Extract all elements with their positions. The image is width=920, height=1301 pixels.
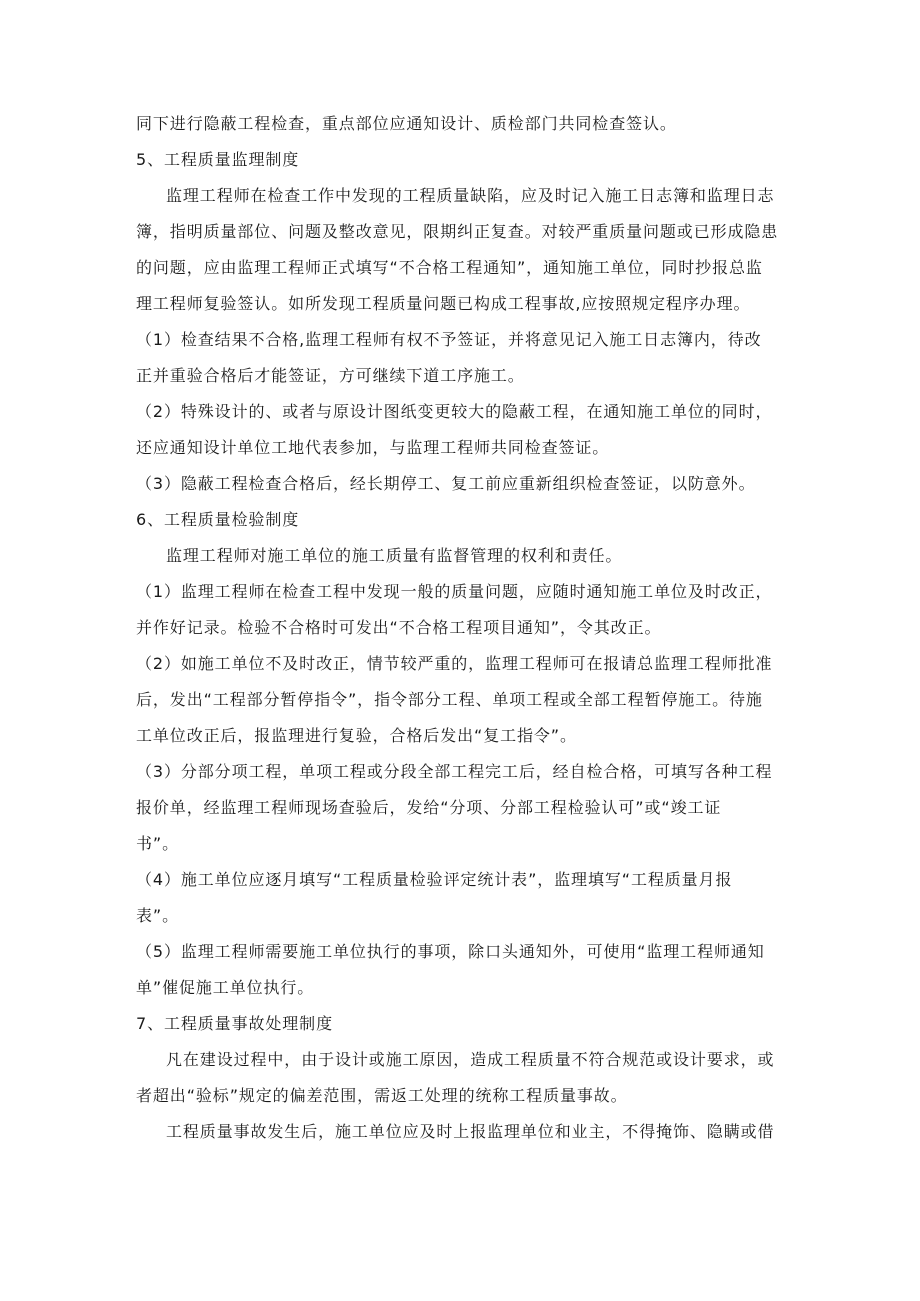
paragraph-line: 者超出“验标”规定的偏差范围，需返工处理的统称工程质量事故。 [136, 1086, 628, 1105]
document-body [136, 112, 786, 1144]
list-item-line: 还应通知设计单位工地代表参加，与监理工程师共同检查签证。 [136, 438, 610, 457]
list-item-line: 后，发出“工程部分暂停指令”，指令部分工程、单项工程或全部工程暂停施工。待施 [136, 690, 763, 709]
list-item-line: 表”。 [136, 906, 179, 925]
paragraph-line: 凡在建设过程中，由于设计或施工原因，造成工程质量不符合规范或设计要求，或 [166, 1050, 775, 1069]
list-item-line: 单”催促施工单位执行。 [136, 978, 315, 997]
list-item-line: 工单位改正后，报监理进行复验，合格后发出“复工指令”。 [136, 726, 577, 745]
paragraph-line: 工程质量事故发生后，施工单位应及时上报监理单位和业主，不得掩饰、隐瞒或借 [166, 1122, 775, 1141]
list-item-line: （5）监理工程师需要施工单位执行的事项，除口头通知外，可使用“监理工程师通知 [136, 942, 765, 961]
list-item-line: （3）分部分项工程，单项工程或分段全部工程完工后，经自检合格，可填写各种工程 [136, 762, 773, 781]
list-item-line: 并作好记录。检验不合格时可发出“不合格工程项目通知”，令其改正。 [136, 618, 662, 637]
list-item-line: 报价单，经监理工程师现场查验后，发给“分项、分部工程检验认可”或“竣工证 [136, 798, 722, 817]
list-item-line: 正并重验合格后才能签证，方可继续下道工序施工。 [136, 366, 525, 385]
paragraph-line: 监理工程师对施工单位的施工质量有监督管理的权利和责任。 [166, 546, 623, 565]
list-item-line: 书”。 [136, 834, 179, 853]
section-heading: 7、工程质量事故处理制度 [136, 1014, 333, 1033]
list-item-line: （3）隐蔽工程检查合格后，经长期停工、复工前应重新组织检查签证，以防意外。 [136, 474, 756, 493]
section-heading: 6、工程质量检验制度 [136, 510, 300, 529]
list-item-line: （2）特殊设计的、或者与原设计图纸变更较大的隐蔽工程，在通知施工单位的同时， [136, 402, 773, 421]
list-item-line: （1）检查结果不合格,监理工程师有权不予签证，并将意见记入施工日志簿内，待改 [136, 330, 762, 349]
section-heading: 5、工程质量监理制度 [136, 150, 300, 169]
paragraph-line: 的问题，应由监理工程师正式填写“不合格工程通知”，通知施工单位，同时抄报总监 [136, 258, 763, 277]
paragraph-line: 监理工程师在检查工作中发现的工程质量缺陷，应及时记入施工日志簿和监理日志 [166, 186, 775, 205]
paragraph-line: 理工程师复验签认。如所发现工程质量问题已构成工程事故,应按照规定程序办理。 [136, 294, 751, 313]
list-item-line: （4）施工单位应逐月填写“工程质量检验评定统计表”，监理填写“工程质量月报 [136, 870, 733, 889]
list-item-line: （1）监理工程师在检查工程中发现一般的质量问题，应随时通知施工单位及时改正， [136, 582, 773, 601]
list-item-line: （2）如施工单位不及时改正，情节较严重的，监理工程师可在报请总监理工程师批准 [136, 654, 773, 673]
paragraph-line: 簿，指明质量部位、问题及整改意见，限期纠正复查。对较严重质量问题或已形成隐患 [136, 222, 779, 241]
text-line: 同下进行隐蔽工程检查，重点部位应通知设计、质检部门共同检查签认。 [136, 114, 677, 133]
